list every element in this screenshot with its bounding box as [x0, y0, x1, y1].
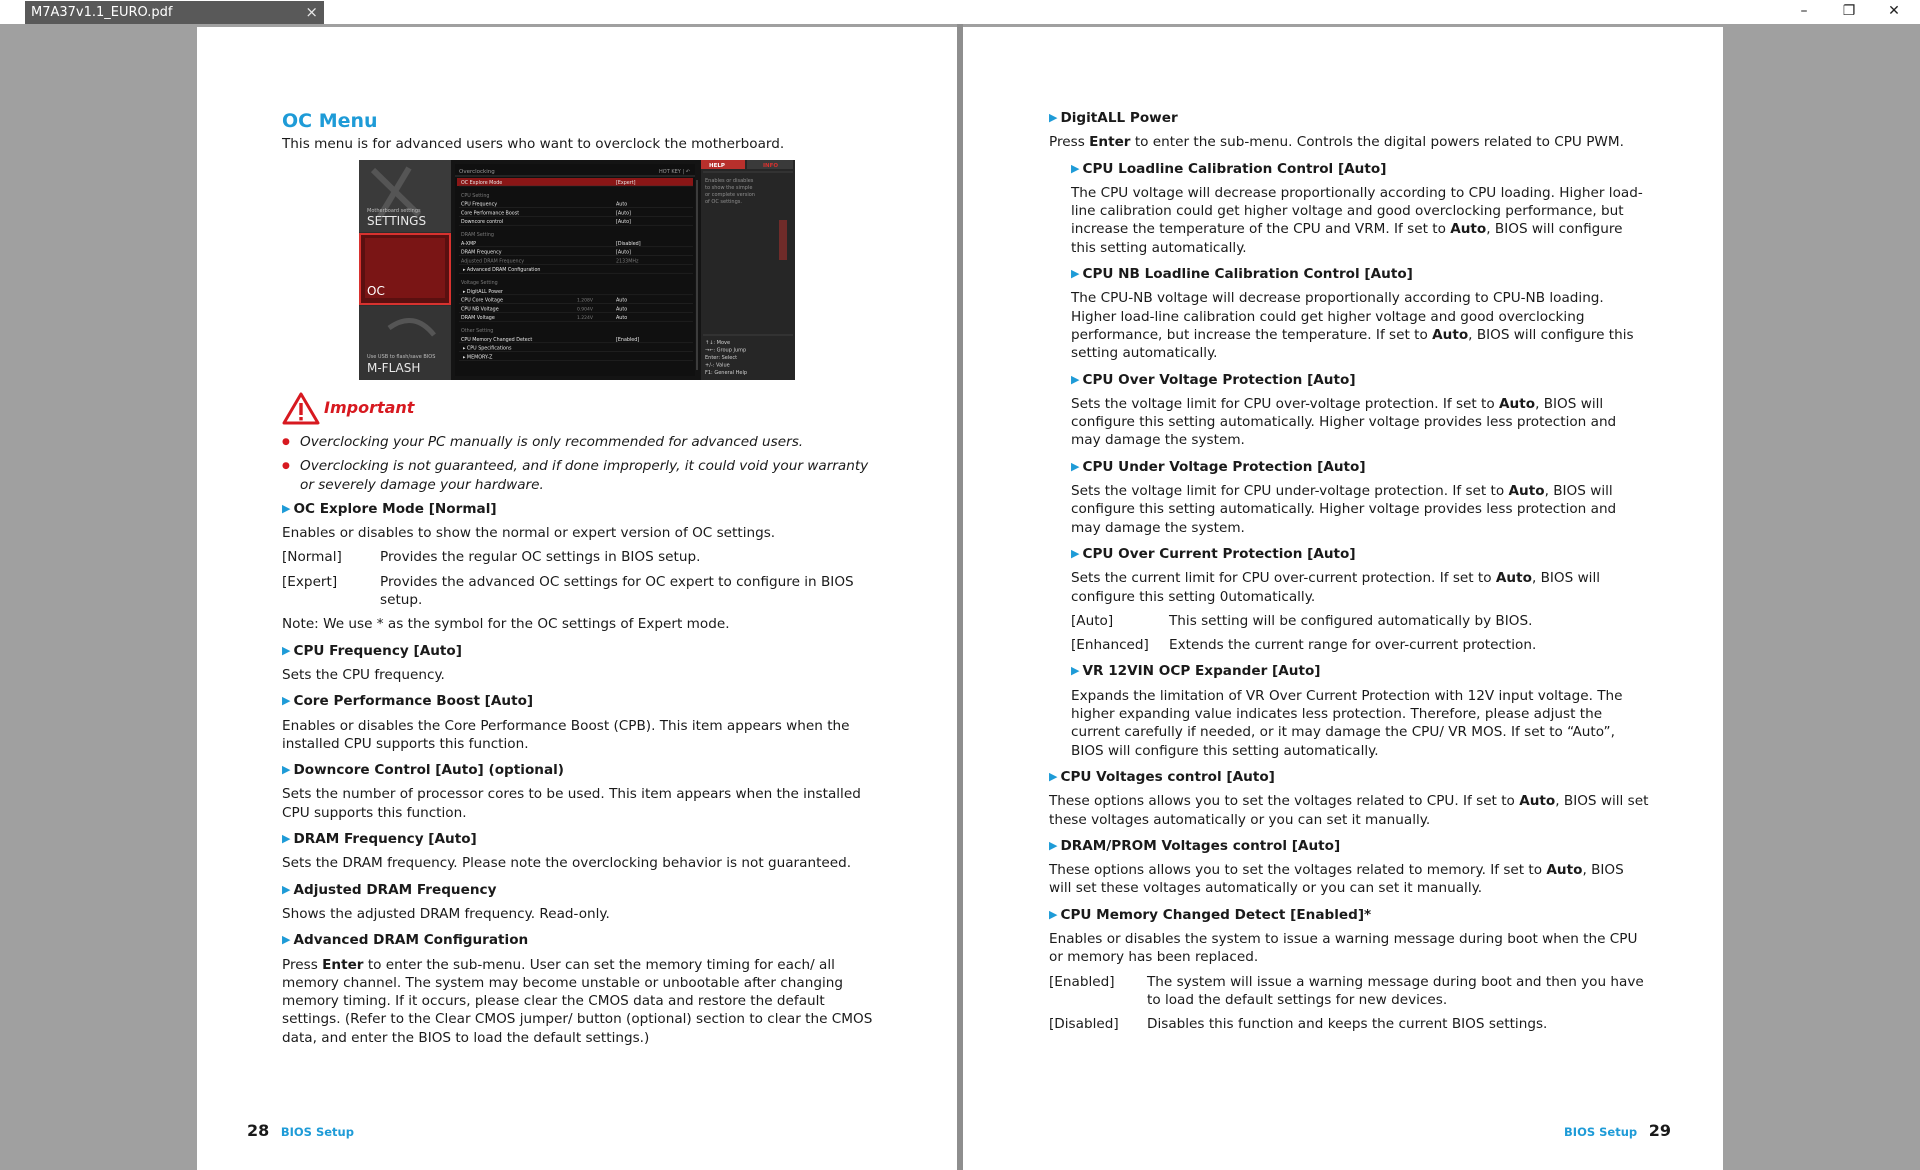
- bios-row-label[interactable]: A-XMP: [461, 241, 476, 247]
- footer-label: BIOS Setup: [280, 1125, 354, 1139]
- bios-row-value[interactable]: [Auto]: [616, 220, 631, 226]
- section-arrow-icon: ▶: [1071, 664, 1080, 678]
- bios-row-reading: 1.224V: [577, 316, 593, 322]
- bios-row-value[interactable]: Auto: [616, 307, 628, 313]
- nb-llc-desc: The CPU-NB voltage will decrease proportionally according to CPU-NB loading. Higher load-line calibration could get higher voltage and good overclocking performance, but increase the temperature. If set to Auto, BIOS will configure this setting automatically.: [1071, 290, 1634, 362]
- adjusted-dram-desc: Shows the adjusted DRAM frequency. Read-only.: [282, 905, 610, 922]
- bios-hotkey[interactable]: HOT KEY | ↶: [659, 169, 690, 175]
- bios-sidebar-label-1[interactable]: OC: [367, 284, 385, 298]
- bios-sidebar-label-0[interactable]: SETTINGS: [367, 214, 427, 228]
- option-row: [Enabled] The system will issue a warning message during boot and then you have to load the default settings for new devices.: [1049, 973, 1644, 1008]
- important-title: Important: [324, 398, 415, 418]
- bios-row-label[interactable]: Adjusted DRAM Frequency: [461, 259, 525, 265]
- bios-key-hint: Enter: Select: [705, 355, 738, 361]
- bios-sidebar-small-0: Motherboard settings: [367, 208, 421, 214]
- footer-left: [247, 1121, 354, 1140]
- section-advanced-dram-configuration: ▶ Advanced DRAM Configuration: [282, 932, 529, 949]
- bios-row-value[interactable]: 2133MHz: [616, 259, 639, 265]
- bios-key-hint: F1: General Help: [705, 370, 748, 376]
- section-arrow-icon: ▶: [1049, 769, 1058, 783]
- advanced-dram-desc: Press Enter to enter the sub-menu. User can set the memory timing for each/ all memory channel. The system may become unstable or unbootable after changing memory timing. If it occurs, please clear the CMOS data and restore the default settings. (Refer to the Clear CMOS jumper/ button (optional) section to clear the CMOS data, and enter the BIOS to load the default settings.): [282, 956, 873, 1046]
- option-row: [Expert] Provides the advanced OC settings for OC expert to configure in BIOS setup.: [282, 573, 854, 609]
- bios-row-value[interactable]: Auto: [616, 298, 628, 304]
- bios-row-value[interactable]: Auto: [616, 316, 628, 322]
- bios-info-tab[interactable]: INFO: [763, 163, 779, 169]
- vr12-desc: Expands the limitation of VR Over Current Protection with 12V input voltage. The higher expanding value indicates less protection. Therefore, please adjust the current carefully if needed, or it may damage the CPU/ VR MOS. If set to “Auto”, BIOS will configure this setting automatically.: [1071, 687, 1623, 759]
- bios-row-label[interactable]: Downcore control: [461, 220, 504, 226]
- document-tab[interactable]: [25, 1, 324, 24]
- section-arrow-icon: ▶: [1071, 267, 1080, 281]
- page-number: 29: [1648, 1121, 1671, 1140]
- page-left-content: [282, 27, 882, 153]
- bios-key-hint: →←: Group Jump: [705, 347, 747, 354]
- section-cpu-memory-changed-detect: ▶ CPU Memory Changed Detect [Enabled]*: [1049, 906, 1372, 923]
- llc-desc: The CPU voltage will decrease proportionally according to CPU loading. Higher load-line calibration could get higher voltage and good overclocking performance, but increase the temperature of the CPU and VRM. If set to Auto, BIOS will configure this setting automatically.: [1071, 184, 1643, 256]
- close-tab-icon[interactable]: ×: [305, 3, 318, 21]
- section-dram-prom-voltages-control: ▶ DRAM/PROM Voltages control [Auto]: [1049, 837, 1341, 854]
- option-row: [Normal] Provides the regular OC settings in BIOS setup.: [282, 549, 701, 566]
- page-number: 28: [247, 1121, 270, 1140]
- bios-row-label[interactable]: ▸ Advanced DRAM Configuration: [463, 268, 541, 274]
- page-left-body: [282, 392, 882, 1053]
- dram-frequency-desc: Sets the DRAM frequency. Please note the overclocking behavior is not guaranteed.: [282, 855, 852, 872]
- title-bar: [0, 0, 1920, 24]
- cpb-desc: Enables or disables the Core Performance Boost (CPB). This item appears when the installed CPU supports this function.: [282, 717, 850, 752]
- section-arrow-icon: ▶: [282, 933, 291, 947]
- bios-row-value[interactable]: [Auto]: [616, 250, 631, 256]
- close-window-button[interactable]: ✕: [1888, 3, 1900, 19]
- option-row: [Disabled] Disables this function and keeps the current BIOS settings.: [1049, 1016, 1548, 1033]
- cpu-frequency-desc: Sets the CPU frequency.: [282, 666, 445, 683]
- option-row: [Auto] This setting will be configured automatically by BIOS.: [1071, 612, 1533, 629]
- intro-text: This menu is for advanced users who want to overclock the motherboard.: [282, 136, 785, 152]
- section-arrow-icon: ▶: [282, 763, 291, 777]
- section-arrow-icon: ▶: [1071, 459, 1080, 473]
- section-cpu-over-voltage-protection: ▶ CPU Over Voltage Protection [Auto]: [1071, 371, 1356, 388]
- bios-row-label[interactable]: CPU Memory Changed Detect: [461, 337, 533, 343]
- section-arrow-icon: ▶: [282, 832, 291, 846]
- bios-row-label[interactable]: ▸ CPU Specifications: [463, 346, 512, 352]
- section-vr-12vin-ocp-expander: ▶ VR 12VIN OCP Expander [Auto]: [1071, 663, 1321, 680]
- bios-row-reading: 0.904V: [577, 307, 593, 313]
- bios-row-value[interactable]: Auto: [616, 202, 628, 208]
- section-arrow-icon: ▶: [1071, 372, 1080, 386]
- section-arrow-icon: ▶: [282, 882, 291, 896]
- section-adjusted-dram-frequency: ▶ Adjusted DRAM Frequency: [282, 881, 497, 898]
- bios-row-label[interactable]: CPU NB Voltage: [461, 307, 499, 313]
- bios-help-text: Enables or disables to show the simple or complete version of OC settings.: [705, 178, 755, 205]
- bios-row-label[interactable]: ▸ DigitALL Power: [463, 289, 503, 295]
- page-right-content: [1049, 27, 1649, 1039]
- bios-row-value[interactable]: [Disabled]: [616, 241, 641, 247]
- bios-row-label: Voltage Setting: [461, 281, 498, 286]
- downcore-desc: Sets the number of processor cores to be used. This item appears when the installed CPU supports this function.: [282, 786, 861, 821]
- bios-screenshot-graphic: [359, 160, 795, 380]
- ovp-desc: Sets the voltage limit for CPU over-voltage protection. If set to Auto, BIOS will configure this setting automatically. Higher voltage provides less protection and may damage the system.: [1071, 395, 1617, 449]
- bios-header: Overclocking: [459, 169, 495, 175]
- pdf-page-left: [197, 27, 957, 1170]
- section-cpu-over-current-protection: ▶ CPU Over Current Protection [Auto]: [1071, 545, 1356, 562]
- dram-voltages-desc: These options allows you to set the voltages related to memory. If set to Auto, BIOS will set these voltages automatically or you can set it manually.: [1049, 862, 1624, 897]
- footer-right: [1564, 1121, 1671, 1140]
- section-oc-explore-mode: ▶ OC Explore Mode [Normal]: [282, 500, 497, 517]
- bios-help-tab[interactable]: HELP: [709, 163, 725, 169]
- section-arrow-icon: ▶: [1071, 546, 1080, 560]
- section-cpu-loadline-calibration: ▶ CPU Loadline Calibration Control [Auto]: [1071, 160, 1387, 177]
- footer-label: BIOS Setup: [1564, 1125, 1638, 1139]
- bios-row-label: Other Setting: [461, 329, 494, 334]
- section-cpu-voltages-control: ▶ CPU Voltages control [Auto]: [1049, 768, 1275, 785]
- bios-row-label: CPU Setting: [461, 193, 490, 199]
- bios-row-label[interactable]: CPU Core Voltage: [461, 298, 503, 304]
- bios-screenshot: [359, 160, 795, 380]
- section-cpu-frequency: ▶ CPU Frequency [Auto]: [282, 642, 462, 659]
- bios-sidebar-small-2: Use USB to flash/save BIOS: [367, 354, 436, 360]
- oc-explore-desc: Enables or disables to show the normal or expert version of OC settings.: [282, 525, 776, 542]
- section-cpu-under-voltage-protection: ▶ CPU Under Voltage Protection [Auto]: [1071, 458, 1366, 475]
- warning-triangle-icon: [282, 392, 320, 425]
- bios-row-label[interactable]: CPU Frequency: [461, 202, 498, 208]
- section-cpu-nb-loadline-calibration: ▶ CPU NB Loadline Calibration Control [Auto]: [1071, 266, 1413, 283]
- minimize-button[interactable]: –: [1800, 3, 1808, 19]
- section-digitall-power: ▶ DigitALL Power: [1049, 110, 1178, 126]
- pdf-page-right: [963, 27, 1723, 1170]
- section-arrow-icon: ▶: [1071, 161, 1080, 175]
- bios-row-label[interactable]: OC Explore Mode: [461, 181, 503, 186]
- document-tab-title: M7A37v1.1_EURO.pdf: [31, 5, 173, 20]
- bios-row-value[interactable]: [Enabled]: [616, 337, 640, 343]
- restore-button[interactable]: ❐: [1842, 3, 1856, 19]
- cpu-voltages-desc: These options allows you to set the voltages related to CPU. If set to Auto, BIOS will set these voltages automatically or you can set it manually.: [1049, 793, 1649, 828]
- section-arrow-icon: ▶: [282, 501, 291, 515]
- bios-row-label[interactable]: Core Performance Boost: [461, 211, 520, 217]
- bios-row-value[interactable]: [Auto]: [616, 211, 631, 217]
- important-bullet-2: ● Overclocking is not guaranteed, and if done improperly, it could void your warranty or severely damage your hardware.: [282, 457, 882, 494]
- section-arrow-icon: ▶: [1049, 838, 1058, 852]
- section-arrow-icon: ▶: [282, 694, 291, 708]
- bios-row-label[interactable]: DRAM Frequency: [461, 250, 502, 256]
- oc-explore-note: Note: We use * as the symbol for the OC settings of Expert mode.: [282, 616, 730, 633]
- section-arrow-icon: ▶: [282, 643, 291, 657]
- memory-detect-desc: Enables or disables the system to issue a warning message during boot when the CPU or memory has been replaced.: [1049, 930, 1638, 966]
- section-arrow-icon: ▶: [1049, 111, 1058, 124]
- bios-key-hint: ↑↓: Move: [705, 340, 731, 346]
- bios-row-label[interactable]: DRAM Voltage: [461, 316, 495, 322]
- bios-row-reading: 1.208V: [577, 298, 593, 304]
- page-title: OC Menu: [282, 110, 378, 132]
- section-core-performance-boost: ▶ Core Performance Boost [Auto]: [282, 693, 534, 710]
- section-arrow-icon: ▶: [1049, 907, 1058, 921]
- section-downcore-control: ▶ Downcore Control [Auto] (optional): [282, 762, 565, 779]
- important-bullet-1: ● Overclocking your PC manually is only recommended for advanced users.: [282, 433, 882, 451]
- section-dram-frequency: ▶ DRAM Frequency [Auto]: [282, 831, 477, 848]
- bios-row-label[interactable]: ▸ MEMORY-Z: [463, 355, 493, 361]
- uvp-desc: Sets the voltage limit for CPU under-voltage protection. If set to Auto, BIOS will configure this setting automatically. Higher voltage provides less protection and may damage the system.: [1071, 483, 1617, 536]
- digitall-submenu: [1049, 160, 1649, 760]
- digitall-desc: Press Enter to enter the sub-menu. Controls the digital powers related to CPU PWM.: [1049, 134, 1624, 151]
- important-box: [282, 392, 882, 425]
- ocp-desc: Sets the current limit for CPU over-current protection. If set to Auto, BIOS will configure this setting 0utomatically.: [1071, 570, 1601, 605]
- bios-sidebar-label-2[interactable]: M-FLASH: [367, 361, 421, 375]
- option-row: [Enhanced] Extends the current range for over-current protection.: [1071, 637, 1537, 654]
- bios-row-label: DRAM Setting: [461, 233, 494, 238]
- bios-key-hint: +/-: Value: [705, 362, 730, 369]
- bios-row-value[interactable]: [Expert]: [616, 181, 636, 186]
